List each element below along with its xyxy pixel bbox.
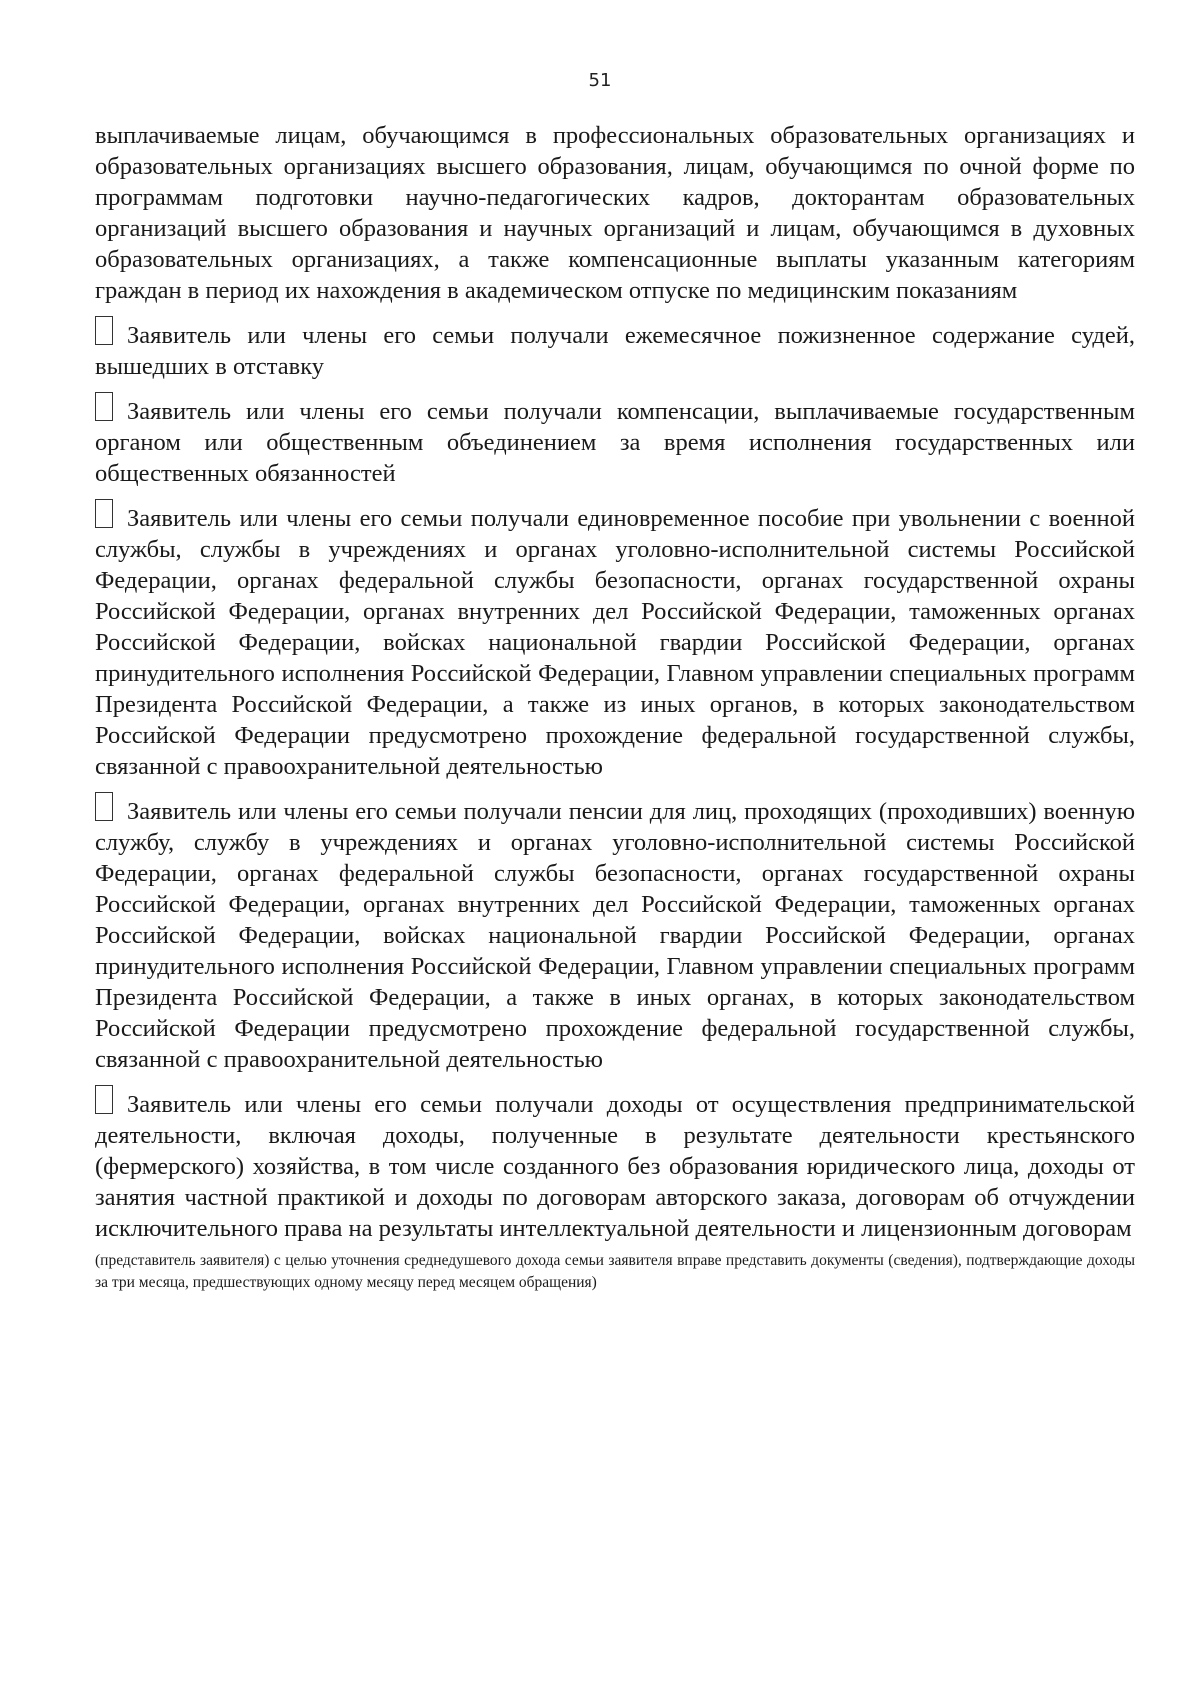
income-item-retired-judges	[95, 316, 1135, 382]
item-text: Заявитель или члены его семьи получали доходы от осуществления предпринимательской деятельности, включая доходы, полученные в результате деятельности крестьянского (фермерского) хозяйства, в том числе созданного без образования юридического лица, доходы от занятия частной практикой и доходы по договорам авторского заказа, договорам об отчуждении исключительного права на результаты интеллектуальной деятельности и лицензионным договорам	[95, 1091, 1135, 1242]
checkbox-icon[interactable]	[95, 792, 113, 821]
checkbox-icon[interactable]	[95, 392, 113, 421]
footnote: (представитель заявителя) с целью уточнения среднедушевого дохода семьи заявителя вправе представить документы (сведения), подтверждающие доходы за три месяца, предшествующих одному месяцу перед месяцем обращения)	[95, 1252, 1135, 1291]
checkbox-icon[interactable]	[95, 499, 113, 528]
item-text: Заявитель или члены его семьи получали компенсации, выплачиваемые государственным органом или общественным объединением за время исполнения государственных или общественных обязанностей	[95, 398, 1135, 487]
document-body	[95, 120, 1135, 1310]
checkbox-icon[interactable]	[95, 1085, 113, 1114]
income-item-dismissal-allowance	[95, 499, 1135, 782]
page-number: 51	[588, 70, 612, 91]
income-item-service-pensions	[95, 792, 1135, 1075]
checkbox-icon[interactable]	[95, 316, 113, 345]
item-text: Заявитель или члены его семьи получали единовременное пособие при увольнении с военной службы, службы в учреждениях и органах уголовно-исполнительной системы Российской Федерации, органах федеральной службы безопасности, органах государственной охраны Российской Федерации, органах внутренних дел Российской Федерации, таможенных органах Российской Федерации, войсках национальной гвардии Российской Федерации, органах принудительного исполнения Российской Федерации, Главном управлении специальных программ Президента Российской Федерации, а также из иных органов, в которых законодательством Российской Федерации предусмотрено прохождение федеральной государственной службы, связанной с правоохранительной деятельностью	[95, 505, 1135, 780]
income-item-business-income	[95, 1085, 1135, 1244]
item-text: Заявитель или члены его семьи получали ежемесячное пожизненное содержание судей, вышедших в отставку	[95, 322, 1135, 380]
intro-paragraph: выплачиваемые лицам, обучающимся в профессиональных образовательных организациях и образовательных организациях высшего образования, лицам, обучающимся по очной форме по программам подготовки научно-педагогических кадров, докторантам образовательных организаций высшего образования и научных организаций и лицам, обучающимся в духовных образовательных организациях, а также компенсационные выплаты указанным категориям граждан в период их нахождения в академическом отпуске по медицинским показаниям	[95, 122, 1135, 304]
income-item-state-duties-compensation	[95, 392, 1135, 489]
item-text: Заявитель или члены его семьи получали пенсии для лиц, проходящих (проходивших) военную службу, службу в учреждениях и органах уголовно-исполнительной системы Российской Федерации, органах федеральной службы безопасности, органах государственной охраны Российской Федерации, органах внутренних дел Российской Федерации, таможенных органах Российской Федерации, войсках национальной гвардии Российской Федерации, органах принудительного исполнения Российской Федерации, Главном управлении специальных программ Президента Российской Федерации, а также в иных органах, в которых законодательством Российской Федерации предусмотрено прохождение федеральной государственной службы, связанной с правоохранительной деятельностью	[95, 798, 1135, 1073]
